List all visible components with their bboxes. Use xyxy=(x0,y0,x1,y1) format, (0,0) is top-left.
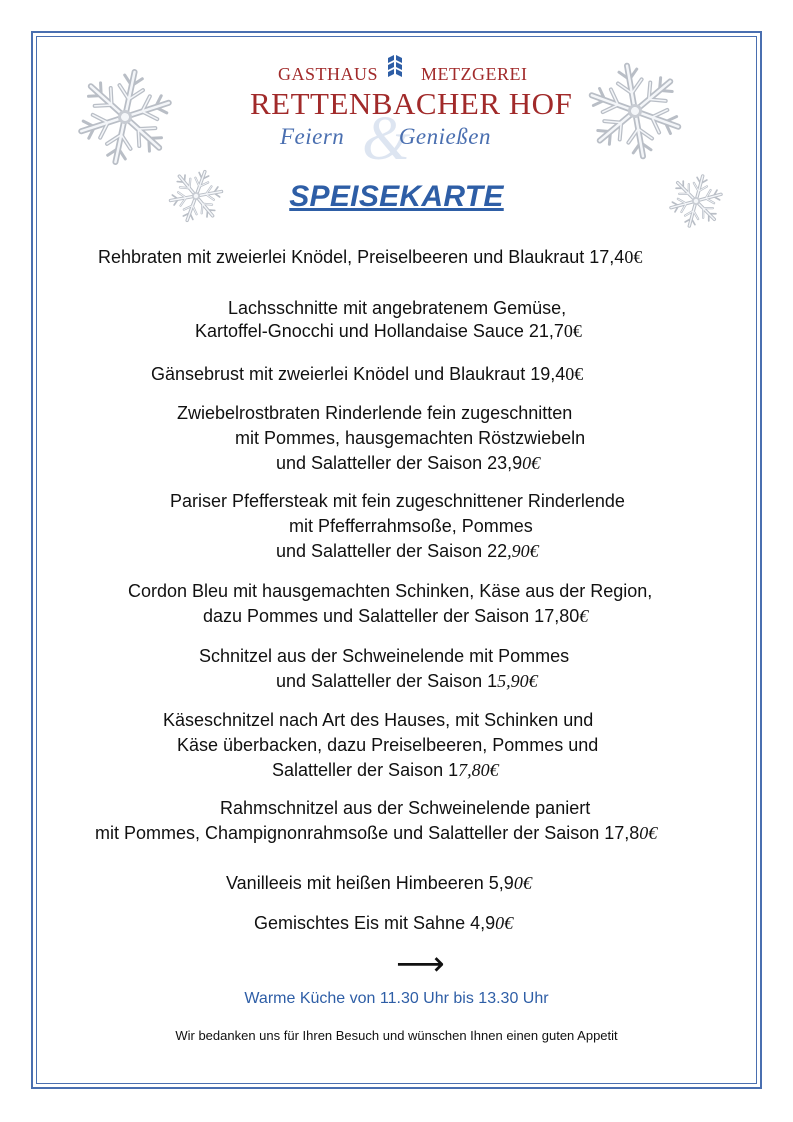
menu-item-kaeseschnitzel-line1: Käseschnitzel nach Art des Hauses, mit Schinken und xyxy=(163,710,594,730)
menu-item-cordon-bleu-line2: dazu Pommes und Salatteller der Saison 17,80€ xyxy=(203,606,589,626)
menu-item-zwiebelrostbraten-line1: Zwiebelrostbraten Rinderlende fein zugeschnitten xyxy=(177,403,573,423)
menu-item-zwiebelrostbraten-line3: und Salatteller der Saison 23,90€ xyxy=(276,453,541,473)
arrow-right-icon: ⟶ xyxy=(396,944,445,984)
snowflake-icon xyxy=(580,56,690,166)
menu-item-rehbraten: Rehbraten mit zweierlei Knödel, Preiselbeeren und Blaukraut 17,40€ xyxy=(98,247,643,267)
menu-item-gaensebrust: Gänsebrust mit zweierlei Knödel und Blaukraut 19,40€ xyxy=(151,364,584,384)
menu-item-rahmschnitzel-line1: Rahmschnitzel aus der Schweinelende paniert xyxy=(220,798,591,818)
logo-ampersand: & xyxy=(362,105,411,173)
logo-slogan-right: Genießen xyxy=(398,124,491,149)
restaurant-logo xyxy=(250,52,573,173)
menu-item-lachs-line2: Kartoffel-Gnocchi und Hollandaise Sauce 21,70€ xyxy=(195,321,582,341)
kitchen-hours: Warme Küche von 11.30 Uhr bis 13.30 Uhr xyxy=(244,990,549,1007)
logo-gasthaus: GASTHAUS xyxy=(278,64,379,84)
menu-item-pfeffersteak-line2: mit Pfefferrahmsoße, Pommes xyxy=(289,516,533,536)
menu-item-schnitzel-line1: Schnitzel aus der Schweinelende mit Pommes xyxy=(199,646,570,666)
page-title: SPEISEKARTE xyxy=(289,180,504,213)
snowflake-icon xyxy=(70,62,180,172)
menu-item-gemischtes-eis: Gemischtes Eis mit Sahne 4,90€ xyxy=(254,913,514,933)
menu-item-kaeseschnitzel-line3: Salatteller der Saison 17,80€ xyxy=(272,760,499,780)
logo-metzgerei: METZGEREI xyxy=(421,64,528,84)
menu-item-rahmschnitzel-line2: mit Pommes, Champignonrahmsoße und Salatteller der Saison 17,80€ xyxy=(95,823,658,843)
menu-item-zwiebelrostbraten-line2: mit Pommes, hausgemachten Röstzwiebeln xyxy=(235,428,586,448)
menu-item-pfeffersteak-line1: Pariser Pfeffersteak mit fein zugeschnittener Rinderlende xyxy=(170,491,625,511)
menu-item-kaeseschnitzel-line2: Käse überbacken, dazu Preiselbeeren, Pommes und xyxy=(177,735,599,755)
logo-slogan-left: Feiern xyxy=(280,124,345,149)
thank-you-note: Wir bedanken uns für Ihren Besuch und wünschen Ihnen einen guten Appetit xyxy=(175,1028,618,1043)
menu-item-pfeffersteak-line3: und Salatteller der Saison 22,90€ xyxy=(276,541,539,561)
logo-name: RETTENBACHER HOF xyxy=(250,86,573,121)
menu-item-vanilleeis: Vanilleeis mit heißen Himbeeren 5,90€ xyxy=(226,873,532,893)
menu-item-cordon-bleu-line1: Cordon Bleu mit hausgemachten Schinken, Käse aus der Region, xyxy=(128,581,653,601)
menu-item-lachs-line1: Lachsschnitte mit angebratenem Gemüse, xyxy=(228,298,567,318)
menu-item-schnitzel-line2: und Salatteller der Saison 15,90€ xyxy=(276,671,538,691)
logo-slogan xyxy=(280,124,491,150)
logo-emblem-icon xyxy=(386,54,404,80)
